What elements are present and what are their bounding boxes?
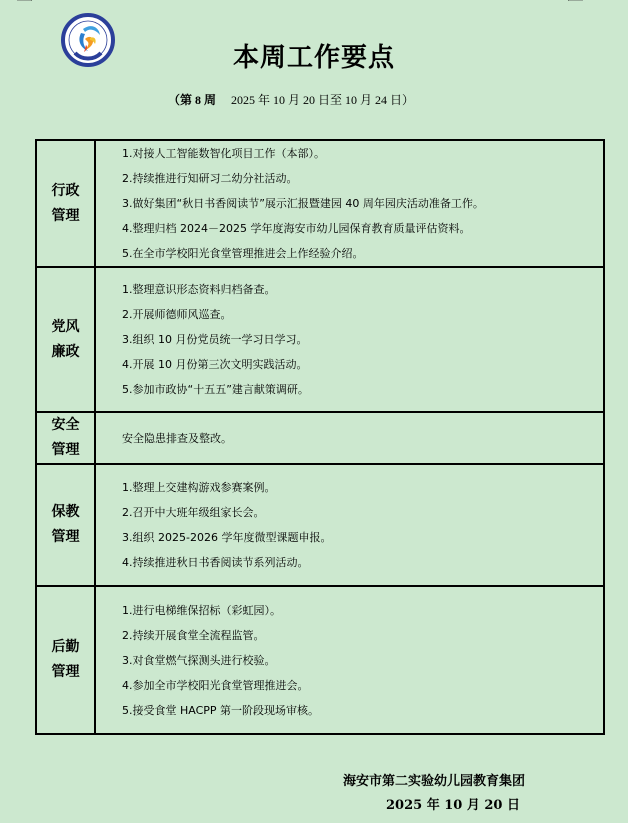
items-cell bbox=[95, 140, 604, 267]
date-range: 2025 年 10 月 20 日至 10 月 24 日） bbox=[231, 93, 415, 107]
list-item: 2.开展师德师风巡查。 bbox=[122, 308, 232, 321]
page-corner-mark-right bbox=[568, 0, 583, 1]
footer-organization: 海安市第二实验幼儿园教育集团 bbox=[343, 774, 526, 789]
items-cell bbox=[95, 267, 604, 412]
table-row-safety bbox=[36, 412, 604, 464]
category-cell bbox=[36, 464, 95, 586]
list-item: 2.持续开展食堂全流程监管。 bbox=[122, 628, 265, 642]
category-cell bbox=[36, 140, 95, 267]
category-label-line1: 行政 bbox=[51, 182, 80, 199]
list-item: 3.对食堂燃气探测头进行校验。 bbox=[122, 653, 276, 667]
week-number: （第 8 周 bbox=[168, 93, 217, 107]
list-item: 4.开展 10 月份第三次文明实践活动。 bbox=[122, 358, 308, 371]
list-item: 5.接受食堂 HACPP 第一阶段现场审核。 bbox=[122, 703, 320, 717]
table-row-party bbox=[36, 267, 604, 412]
list-item: 5.在全市学校阳光食堂管理推进会上作经验介绍。 bbox=[122, 247, 364, 260]
category-label-line1: 保教 bbox=[51, 504, 80, 520]
category-label-line2: 管理 bbox=[51, 529, 80, 545]
list-item: 3.做好集团“秋日书香阅读节”展示汇报暨建园 40 周年园庆活动准备工作。 bbox=[122, 197, 484, 210]
list-item: 4.整理归档 2024－2025 学年度海安市幼儿园保育教育质量评估资料。 bbox=[122, 222, 471, 235]
list-item: 5.参加市政协“十五五”建言献策调研。 bbox=[122, 383, 309, 396]
list-item: 1.进行电梯维保招标（彩虹园）。 bbox=[122, 603, 281, 617]
category-cell bbox=[36, 586, 95, 734]
category-label-line1: 党风 bbox=[51, 318, 80, 335]
items-cell bbox=[95, 586, 604, 734]
category-cell bbox=[36, 267, 95, 412]
work-plan-table bbox=[35, 139, 605, 735]
category-label-line1: 安全 bbox=[51, 417, 80, 433]
list-item: 3.组织 2025-2026 学年度微型课题申报。 bbox=[122, 531, 332, 544]
list-item: 3.组织 10 月份党员统一学习日学习。 bbox=[122, 333, 308, 346]
page-title: 本周工作要点 bbox=[232, 43, 395, 73]
items-cell bbox=[95, 412, 604, 464]
table-row-admin bbox=[36, 140, 604, 267]
list-item: 2.召开中大班年级组家长会。 bbox=[122, 506, 265, 519]
items-cell bbox=[95, 464, 604, 586]
category-label-line2: 管理 bbox=[51, 207, 80, 224]
table-row-logistics bbox=[36, 586, 604, 734]
table-row-education bbox=[36, 464, 604, 586]
category-label-line1: 后勤 bbox=[51, 639, 80, 655]
list-item: 1.整理上交建构游戏参赛案例。 bbox=[122, 481, 276, 494]
category-label-line2: 管理 bbox=[51, 442, 80, 458]
list-item: 1.整理意识形态资料归档备查。 bbox=[122, 283, 276, 296]
list-item: 安全隐患排查及整改。 bbox=[122, 431, 232, 445]
week-subtitle bbox=[168, 91, 414, 109]
list-item: 4.持续推进秋日书香阅读节系列活动。 bbox=[122, 556, 309, 569]
page-corner-mark-left bbox=[17, 0, 32, 1]
footer-date: 2025 年 10 月 20 日 bbox=[386, 798, 520, 813]
list-item: 4.参加全市学校阳光食堂管理推进会。 bbox=[122, 678, 309, 692]
list-item: 1.对接人工智能数智化项目工作（本部）。 bbox=[122, 147, 325, 160]
category-label-line2: 管理 bbox=[51, 664, 80, 680]
category-cell bbox=[36, 412, 95, 464]
list-item: 2.持续推进行知研习二幼分社活动。 bbox=[122, 172, 298, 185]
category-label-line2: 廉政 bbox=[51, 343, 80, 360]
